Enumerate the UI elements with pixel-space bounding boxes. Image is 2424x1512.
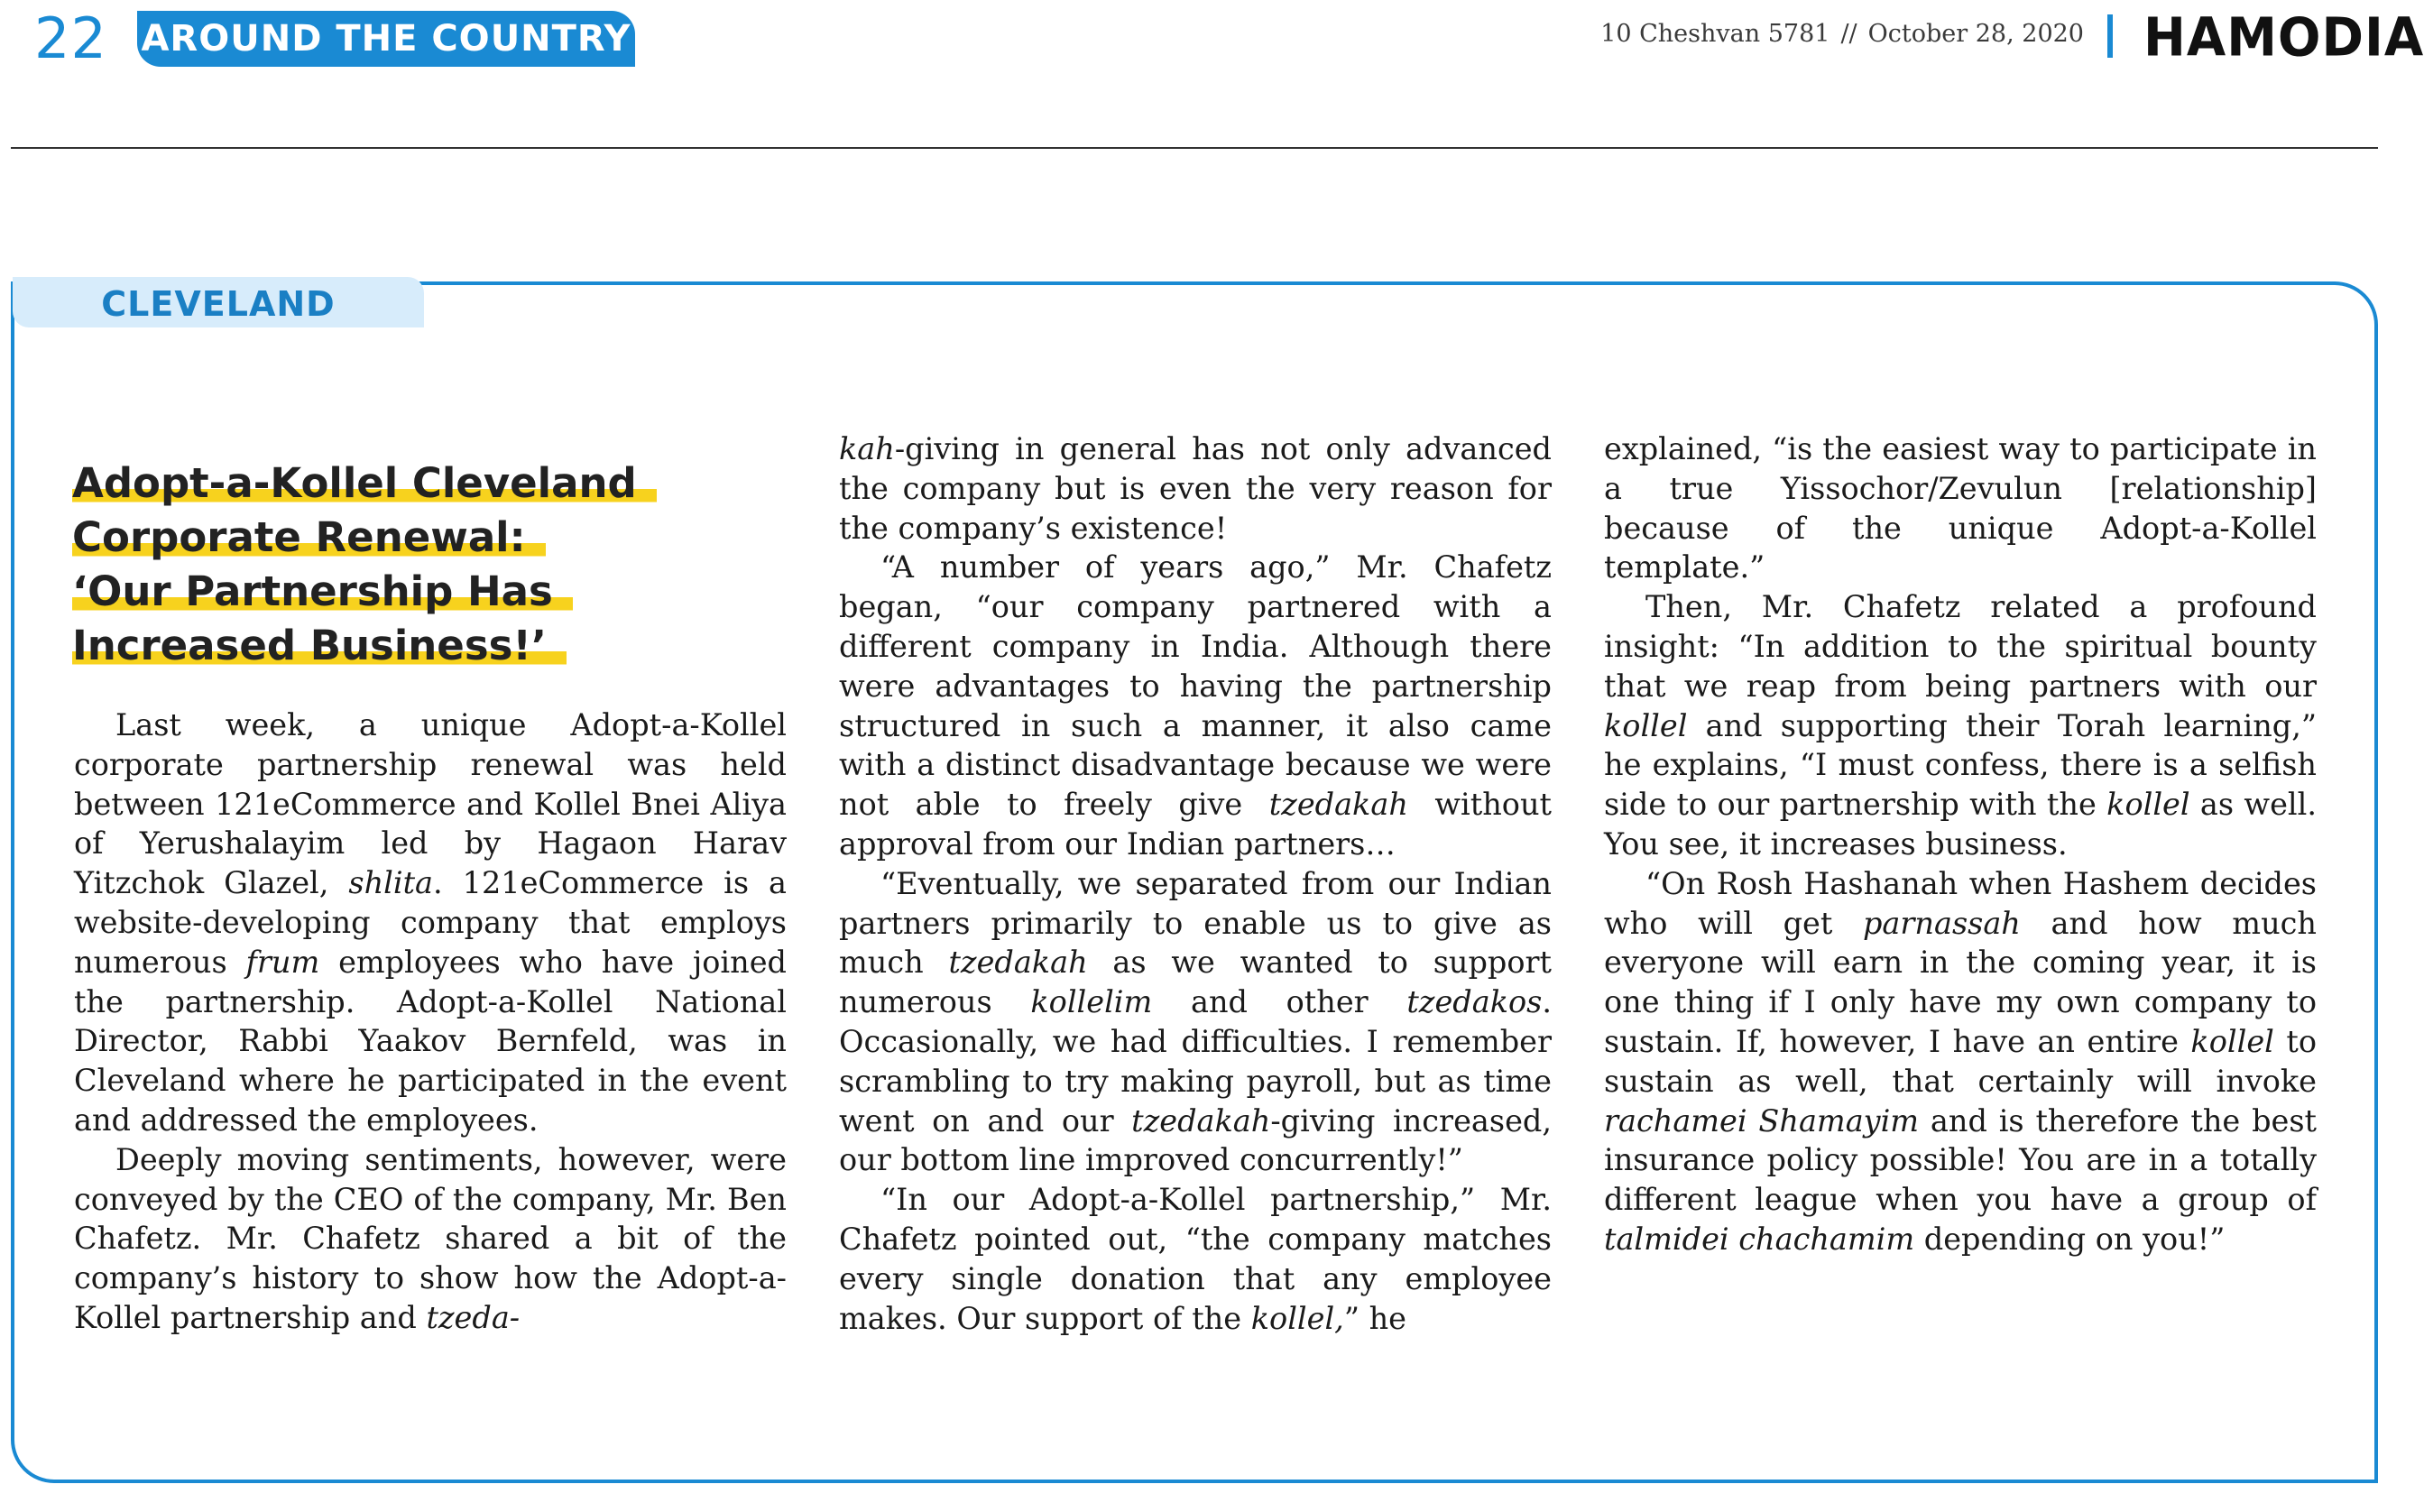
header-rule (11, 147, 2378, 149)
headline-line: Increased Business!’ (72, 622, 567, 669)
section-tab: AROUND THE COUNTRY (137, 11, 635, 67)
paragraph: Deeply moving sentiments, however, were conveyed by the CEO of the company, Mr. Ben Chafetz. Mr. Chafetz shared a bit of the company’s history to show how the Adopt-a-Kollel partnership and tzeda- (74, 1141, 787, 1335)
article-column-1 (74, 705, 787, 1338)
article-headline (72, 456, 758, 673)
dateline (1600, 20, 2084, 48)
paragraph: “A number of years ago,” Mr. Chafetz began, “our company partnered with a different company in India. Although there were advantages to having the partnership structured in such a manner, it also came with a distinct disadvantage because we were not able to freely give tzedakah without approval from our Indian partners… (839, 549, 1552, 862)
paragraph: “Eventually, we separated from our Indian partners primarily to enable us to give as much tzedakah as we wanted to support numerous kollelim and other tzedakos. Occasionally, we had difficulties. I remember scrambling to try making payroll, but as time went on and our tzedakah-giving increased, our bottom line improved concurrently!” (839, 865, 1553, 1178)
paragraph: “On Rosh Hashanah when Hashem decides who will get parnassah and how much everyone will earn in the coming year, it is one thing if I only have my own company to sustain. If, however, I have an entire kollel to sustain as well, that certainly will invoke rachamei Shamayim and is therefore the best insurance policy possible! You are in a totally different league when you have a group of talmidei chachamim depending on you!” (1604, 865, 2317, 1257)
article-column-3 (1604, 429, 2317, 1259)
gregorian-date: October 28, 2020 (1867, 20, 2084, 48)
paragraph: “In our Adopt-a-Kollel partnership,” Mr. Chafetz pointed out, “the company matches every single donation that any employee makes. Our support of the kollel,” he (839, 1182, 1552, 1336)
article-column-2 (839, 429, 1552, 1338)
headline-line: Adopt-a-Kollel Cleveland (72, 459, 657, 507)
paragraph: explained, “is the easiest way to participate in a true Yissochor/Zevulun [relationship] because of the unique Adopt-a-Kollel template.” (1604, 431, 2317, 585)
page-number: 22 (34, 5, 107, 71)
paragraph: Then, Mr. Chafetz related a profound insight: “In addition to the spiritual bounty that we reap from being partners with our kollel and supporting their Torah learning,” he explains, “I must confess, there is a selfish side to our partnership with the kollel as well. You see, it increases business. (1604, 589, 2317, 862)
header-divider (2107, 14, 2113, 58)
headline-line: ‘Our Partnership Has (72, 567, 573, 615)
date-separator: // (1840, 20, 1857, 48)
paragraph: Last week, a unique Adopt-a-Kollel corporate partnership renewal was held between 121eCommerce and Kollel Bnei Aliya of Yerushalayim led by Hagaon Harav Yitzchok Glazel, shlita. 121eCommerce is a website-developing company that employs numerous frum employees who have joined the partnership. Adopt-a-Kollel National Director, Rabbi Yaakov Bernfeld, was in Cleveland where he participated in the event and addressed the employees. (74, 707, 787, 1138)
publication-logo: HAMODIA (2143, 7, 2424, 69)
hebrew-date: 10 Cheshvan 5781 (1600, 20, 1830, 48)
city-label: CLEVELAND (13, 277, 424, 327)
headline-line: Corporate Renewal: (72, 513, 546, 561)
paragraph: kah-giving in general has not only advanced the company but is even the very reason for the company’s existence! (839, 431, 1552, 546)
